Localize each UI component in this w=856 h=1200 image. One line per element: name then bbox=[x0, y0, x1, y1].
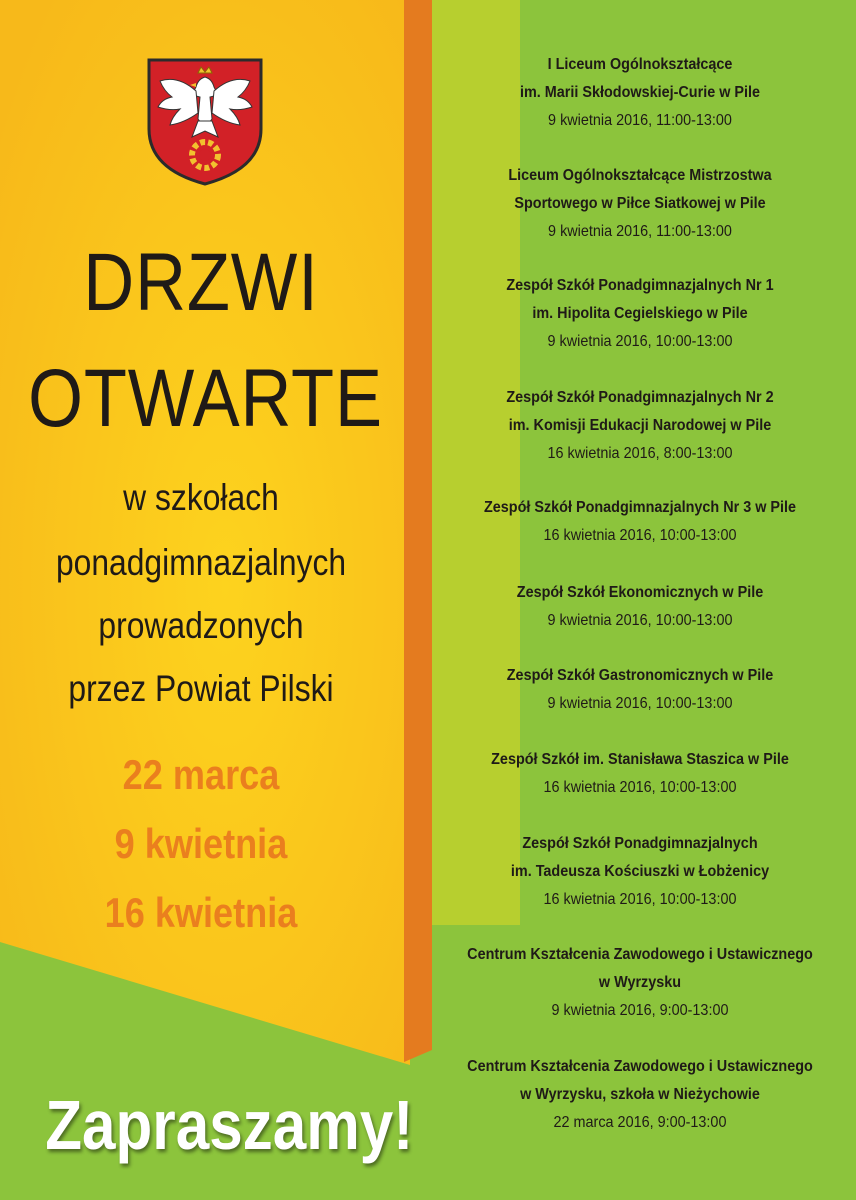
coat-of-arms-logo bbox=[146, 57, 264, 187]
school-date: 16 kwietnia 2016, 10:00-13:00 bbox=[543, 891, 737, 908]
school-date: 9 kwietnia 2016, 11:00-13:00 bbox=[548, 112, 732, 129]
school-entry bbox=[460, 941, 820, 1025]
school-date: 22 marca 2016, 9:00-13:00 bbox=[553, 1114, 727, 1131]
school-date: 9 kwietnia 2016, 10:00-13:00 bbox=[547, 612, 733, 629]
school-name-line: im. Marii Skłodowskiej-Curie w Pile bbox=[519, 84, 761, 101]
school-date: 16 kwietnia 2016, 8:00-13:00 bbox=[547, 445, 733, 462]
school-name-line: Centrum Kształcenia Zawodowego i Ustawicznego bbox=[467, 946, 813, 963]
school-name-line: w Wyrzysku bbox=[598, 974, 682, 991]
school-name-line: Zespół Szkół Ponadgimnazjalnych bbox=[522, 835, 758, 852]
date-march-22: 22 marca bbox=[122, 751, 280, 798]
school-entry bbox=[460, 51, 820, 135]
date-april-16: 16 kwietnia bbox=[104, 889, 298, 936]
school-name-line: Zespół Szkół Ponadgimnazjalnych Nr 1 bbox=[506, 277, 774, 294]
school-date: 16 kwietnia 2016, 10:00-13:00 bbox=[543, 779, 737, 796]
orange-bar bbox=[404, 0, 432, 1062]
school-entry bbox=[460, 494, 820, 550]
school-date: 9 kwietnia 2016, 10:00-13:00 bbox=[547, 695, 733, 712]
school-date: 9 kwietnia 2016, 9:00-13:00 bbox=[551, 1002, 729, 1019]
title-line-1: DRZWI bbox=[83, 237, 319, 328]
school-name-line: Liceum Ogólnokształcące Mistrzostwa bbox=[508, 167, 772, 184]
school-entry bbox=[460, 1053, 820, 1137]
school-entry bbox=[460, 830, 820, 914]
school-name-line: Zespół Szkół Ponadgimnazjalnych Nr 2 bbox=[506, 389, 774, 406]
school-entry bbox=[460, 662, 820, 718]
title-line-2: OTWARTE bbox=[28, 353, 383, 444]
school-name-line: Zespół Szkół im. Stanisława Staszica w Pile bbox=[491, 751, 789, 768]
school-entry bbox=[460, 384, 820, 468]
school-name-line: Zespół Szkół Ponadgimnazjalnych Nr 3 w Pile bbox=[483, 499, 797, 516]
school-date: 16 kwietnia 2016, 10:00-13:00 bbox=[543, 527, 737, 544]
school-name-line: im. Komisji Edukacji Narodowej w Pile bbox=[508, 417, 772, 434]
subtitle-line-4: przez Powiat Pilski bbox=[68, 668, 334, 709]
subtitle-line-3: prowadzonych bbox=[98, 605, 304, 646]
school-name-line: im. Tadeusza Kościuszki w Łobżenicy bbox=[510, 863, 770, 880]
school-name-line: Zespół Szkół Gastronomicznych w Pile bbox=[506, 667, 774, 684]
date-april-9: 9 kwietnia bbox=[114, 820, 288, 867]
school-entry bbox=[460, 579, 820, 635]
school-name-line: Sportowego w Piłce Siatkowej w Pile bbox=[514, 195, 766, 212]
school-date: 9 kwietnia 2016, 10:00-13:00 bbox=[547, 333, 733, 350]
subtitle-line-2: ponadgimnazjalnych bbox=[55, 542, 347, 583]
school-name-line: w Wyrzysku, szkoła w Nieżychowie bbox=[520, 1086, 760, 1103]
school-entry bbox=[460, 272, 820, 356]
closing-invitation: Zapraszamy! bbox=[45, 1086, 414, 1164]
school-date: 9 kwietnia 2016, 11:00-13:00 bbox=[548, 223, 732, 240]
school-entry bbox=[460, 746, 820, 802]
school-name-line: Zespół Szkół Ekonomicznych w Pile bbox=[516, 584, 764, 601]
school-name-line: im. Hipolita Cegielskiego w Pile bbox=[532, 305, 748, 322]
school-name-line: Centrum Kształcenia Zawodowego i Ustawicznego bbox=[467, 1058, 813, 1075]
school-name-line: I Liceum Ogólnokształcące bbox=[547, 56, 733, 73]
subtitle-line-1: w szkołach bbox=[123, 477, 279, 518]
school-entry bbox=[460, 162, 820, 246]
